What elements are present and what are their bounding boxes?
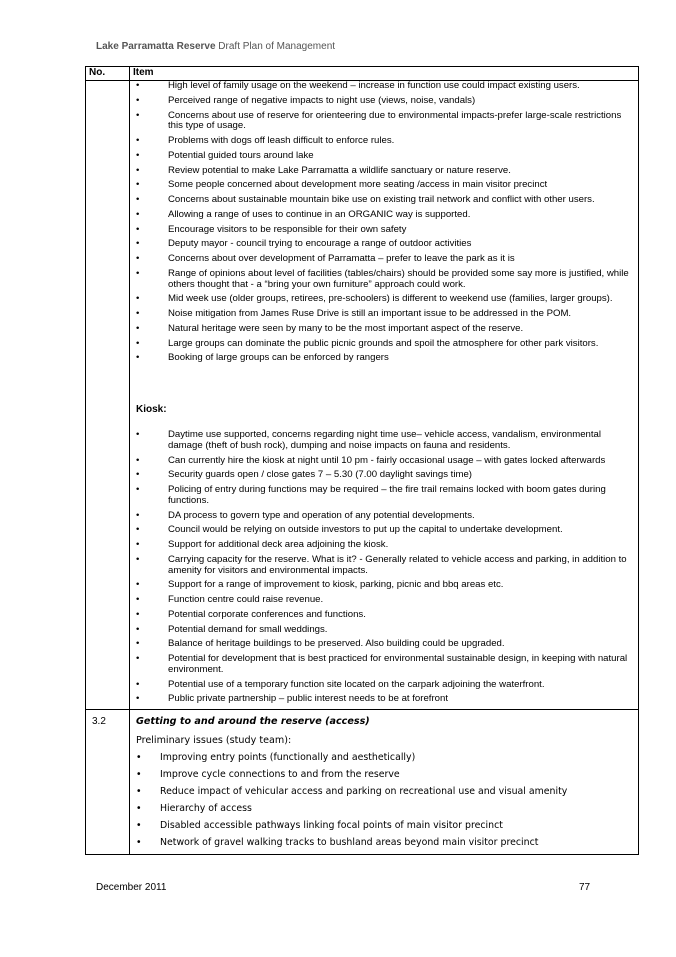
col-header-no: No. xyxy=(86,67,130,81)
list-item: • Security guards open / close gates 7 – 5.30 (7.00 daylight savings time) xyxy=(130,470,638,481)
list-item: • Policing of entry during functions may be required – the fire trail remains locked with boom gates during functions. xyxy=(130,485,638,506)
col-header-item: Item xyxy=(130,67,639,81)
list-item: • Review potential to make Lake Parramatta a wildlife sanctuary or nature reserve. xyxy=(130,166,638,177)
footer-date: December 2011 xyxy=(96,882,167,893)
list-item: • Booking of large groups can be enforced by rangers xyxy=(130,353,638,364)
issues-list xyxy=(130,81,638,364)
list-item: • Large groups can dominate the public picnic grounds and spoil the atmosphere for other park visitors. xyxy=(130,339,638,350)
list-item: • Concerns about sustainable mountain bike use on existing trail network and conflict with other users. xyxy=(130,195,638,206)
list-item: • Carrying capacity for the reserve. What is it? - Generally related to vehicle access and parking, in addition to amenity for visitors and environmental impacts. xyxy=(130,555,638,576)
row-number-cell xyxy=(86,81,130,710)
section-title: Getting to and around the reserve (access) xyxy=(136,716,370,728)
section-number: 3.2 xyxy=(86,710,130,855)
list-item: • Some people concerned about development more seating /access in main visitor precinct xyxy=(130,180,638,191)
list-item: • Deputy mayor - council trying to encourage a range of outdoor activities xyxy=(130,239,638,250)
page-number: 77 xyxy=(579,882,591,893)
list-item: • Concerns about over development of Parramatta – prefer to leave the park as it is xyxy=(130,254,638,265)
list-item: • Improving entry points (functionally and aesthetically) xyxy=(130,752,638,763)
header-title-bold: Lake Parramatta Reserve xyxy=(96,41,216,52)
list-item: • Balance of heritage buildings to be preserved. Also building could be upgraded. xyxy=(130,639,638,650)
list-item: • Concerns about use of reserve for orienteering due to environmental impacts-prefer large-scale restrictions this type of usage. xyxy=(130,111,638,132)
list-item: • Function centre could raise revenue. xyxy=(130,595,638,606)
list-item: • Can currently hire the kiosk at night until 10 pm - fairly occasional usage – with gates locked afterwards xyxy=(130,456,638,467)
list-item: • High level of family usage on the weekend – increase in function use could impact existing users. xyxy=(130,81,638,92)
list-item: • Hierarchy of access xyxy=(130,803,638,814)
list-item: • Potential corporate conferences and functions. xyxy=(130,610,638,621)
list-item: • Potential use of a temporary function site located on the carpark adjoining the waterfront. xyxy=(130,680,638,691)
list-item: • Potential guided tours around lake xyxy=(130,151,638,162)
list-item: • Noise mitigation from James Ruse Drive is still an important issue to be addressed in the POM. xyxy=(130,309,638,320)
issues-table xyxy=(85,66,639,855)
list-item: • Support for a range of improvement to kiosk, parking, picnic and bbq areas etc. xyxy=(130,580,638,591)
section-cell xyxy=(130,710,639,855)
list-item: • Problems with dogs off leash difficult to enforce rules. xyxy=(130,136,638,147)
page-header xyxy=(96,41,335,52)
list-item: • Disabled accessible pathways linking focal points of main visitor precinct xyxy=(130,820,638,831)
list-item: • Public private partnership – public interest needs to be at forefront xyxy=(130,694,638,705)
list-item: • Mid week use (older groups, retirees, pre-schoolers) is different to weekend use (families, larger groups). xyxy=(130,294,638,305)
list-item: • Allowing a range of uses to continue in an ORGANIC way is supported. xyxy=(130,210,638,221)
row-item-cell xyxy=(130,81,639,710)
access-issues-list xyxy=(130,752,638,848)
list-item: • Potential demand for small weddings. xyxy=(130,625,638,636)
list-item: • Perceived range of negative impacts to night use (views, noise, vandals) xyxy=(130,96,638,107)
table-header-row xyxy=(86,67,639,81)
table-row xyxy=(86,710,639,855)
list-item: • DA process to govern type and operation of any potential developments. xyxy=(130,511,638,522)
list-item: • Improve cycle connections to and from the reserve xyxy=(130,769,638,780)
kiosk-list xyxy=(130,430,638,705)
list-item: • Support for additional deck area adjoining the kiosk. xyxy=(130,540,638,551)
kiosk-heading: Kiosk: xyxy=(136,404,167,416)
list-item: • Reduce impact of vehicular access and parking on recreational use and visual amenity xyxy=(130,786,638,797)
table-row xyxy=(86,81,639,710)
preliminary-issues-label: Preliminary issues (study team): xyxy=(136,735,292,747)
list-item: • Council would be relying on outside investors to put up the capital to undertake development. xyxy=(130,525,638,536)
list-item: • Encourage visitors to be responsible for their own safety xyxy=(130,225,638,236)
list-item: • Potential for development that is best practiced for environmental sustainable design, in keeping with natural environment. xyxy=(130,654,638,675)
list-item: • Daytime use supported, concerns regarding night time use– vehicle access, vandalism, environmental damage (theft of bush rock), dumping and noise impacts on fauna and residents. xyxy=(130,430,638,451)
header-title-rest: Draft Plan of Management xyxy=(215,41,336,52)
list-item: • Range of opinions about level of facilities (tables/chairs) should be provided some say more is justified, while others thought that - a “bring your own furniture” approach could work. xyxy=(130,269,638,290)
list-item: • Natural heritage were seen by many to be the most important aspect of the reserve. xyxy=(130,324,638,335)
list-item: • Network of gravel walking tracks to bushland areas beyond main visitor precinct xyxy=(130,837,638,848)
